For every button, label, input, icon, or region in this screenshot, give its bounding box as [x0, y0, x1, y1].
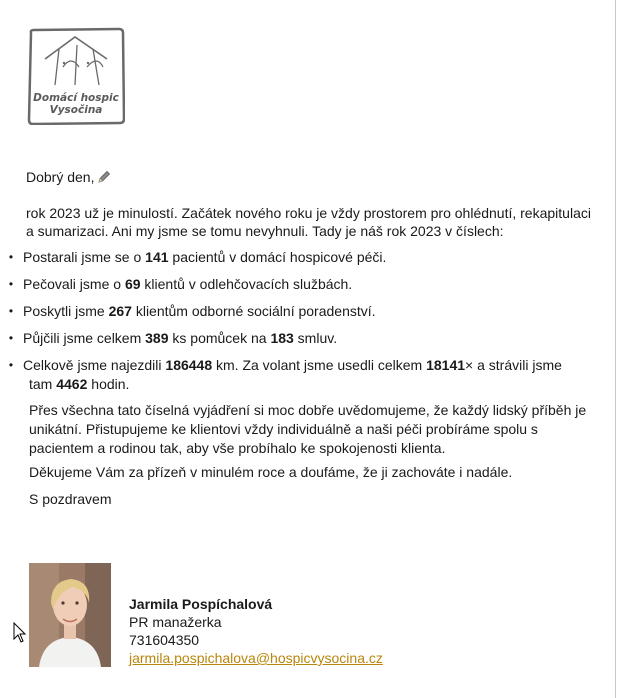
bullet-dot-icon: • [8, 358, 14, 372]
signature-phone: 731604350 [129, 632, 200, 648]
bullet-dot-icon: • [8, 250, 14, 264]
signature-name: Jarmila Pospíchalová [129, 596, 273, 612]
paragraph-individual-care: Přes všechna tato číselná vyjádření si moc dobře uvědomujeme, že každý lidský příběh je unikátní. Přistupujeme ke klientovi vždy individuálně a naši péči probíráme spolu s pacientem a rodinou tak, aby vše probíhalo ke spokojenosti klienta. [29, 402, 587, 456]
window-edge [615, 0, 616, 698]
closing-text: S pozdravem [29, 491, 112, 507]
bullet-dot-icon: • [8, 304, 14, 318]
signature-photo [29, 563, 111, 667]
greeting [26, 168, 111, 188]
mouse-cursor-icon [12, 622, 26, 647]
greeting-text: Dobrý den, [26, 169, 95, 185]
hospice-logo [27, 27, 125, 125]
bullet-dot-icon: • [8, 277, 14, 291]
paragraph-thanks: Děkujeme Vám za přízeň v minulém roce a doufáme, že ji zachováte i nadále. [29, 464, 513, 480]
logo-text-line2: Vysočina [49, 104, 103, 116]
logo-text-line1: Domácí hospic [33, 92, 119, 104]
pencil-icon [97, 170, 111, 188]
signature-role: PR manažerka [129, 614, 222, 630]
signature-email-link[interactable]: jarmila.pospichalova@hospicvysocina.cz [129, 650, 383, 666]
intro-paragraph: rok 2023 už je minulostí. Začátek nového roku je vždy prostorem pro ohlédnutí, rekapitulaci a sumarizaci. Ani my jsme se tomu nevyhnuli. Tady je náš rok 2023 v číslech: [26, 205, 591, 239]
bullet-dot-icon: • [8, 331, 14, 345]
